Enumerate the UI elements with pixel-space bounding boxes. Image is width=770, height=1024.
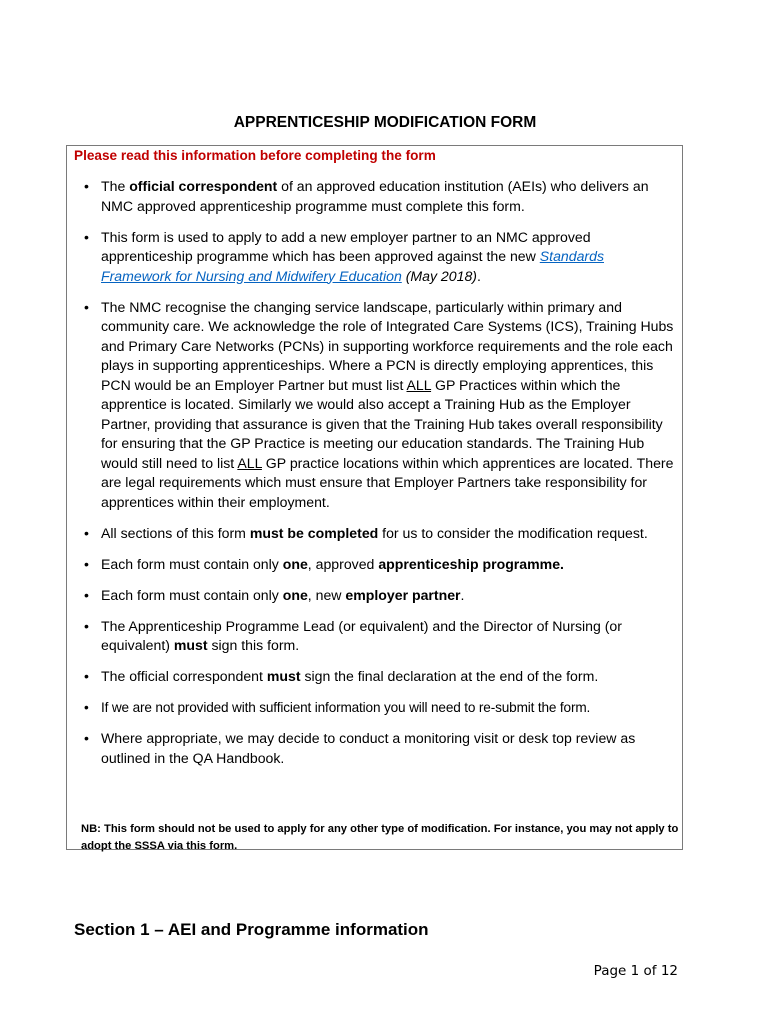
information-bullet-list <box>67 177 684 780</box>
standards-framework-link[interactable]: Standards Framework for Nursing and Midwifery Education <box>101 248 604 284</box>
bullet-all-sections: • All sections of this form must be completed for us to consider the modification request. <box>67 524 684 544</box>
bullet-final-declaration: • The official correspondent must sign the final declaration at the end of the form. <box>67 667 684 687</box>
form-title: APPRENTICESHIP MODIFICATION FORM <box>233 114 537 131</box>
bullet-form-purpose: • This form is used to apply to add a new employer partner to an NMC approved apprenticeship programme which has been approved against the new Standards Framework for Nursing and Midwifery Education (May 2018). <box>67 228 684 287</box>
nb-note: NB: This form should not be used to apply for any other type of modification. For instance, you may not apply to adopt the SSSA via this form. <box>81 823 679 852</box>
bullet-resubmit: • If we are not provided with sufficient information you will need to re-submit the form. <box>67 698 684 718</box>
bullet-monitoring-visit: • Where appropriate, we may decide to conduct a monitoring visit or desk top review as outlined in the QA Handbook. <box>67 729 684 768</box>
bullet-service-landscape: • The NMC recognise the changing service landscape, particularly within primary and community care. We acknowledge the role of Integrated Care Systems (ICS), Training Hubs and Primary Care Networks (PCNs) in supporting workforce requirements and the role each plays in supporting apprenticeships. Where a PCN is directly employing apprentices, this PCN would be an Employer Partner but must list ALL GP Practices within which the apprentice is located. Similarly we would also accept a Training Hub as the Employer Partner, providing that assurance is given that the Training Hub takes overall responsibility for ensuring that the GP Practice is meeting our education standards. The Training Hub would still need to list ALL GP practice locations within which apprentices are located. There are legal requirements which must ensure that Employer Partners take responsibility for apprentices within their employment. <box>67 298 684 513</box>
bullet-one-programme: • Each form must contain only one, approved apprenticeship programme. <box>67 555 684 575</box>
section-1-heading: Section 1 – AEI and Programme information <box>74 920 429 939</box>
bullet-one-employer-partner: • Each form must contain only one, new employer partner. <box>67 586 684 606</box>
page-number: Page 1 of 12 <box>593 963 678 979</box>
information-box <box>66 145 683 850</box>
bullet-signatories: • The Apprenticeship Programme Lead (or equivalent) and the Director of Nursing (or equivalent) must sign this form. <box>67 617 684 656</box>
bullet-official-correspondent: • The official correspondent of an approved education institution (AEIs) who delivers an NMC approved apprenticeship programme must complete this form. <box>67 177 684 216</box>
information-box-heading: Please read this information before completing the form <box>74 148 436 163</box>
